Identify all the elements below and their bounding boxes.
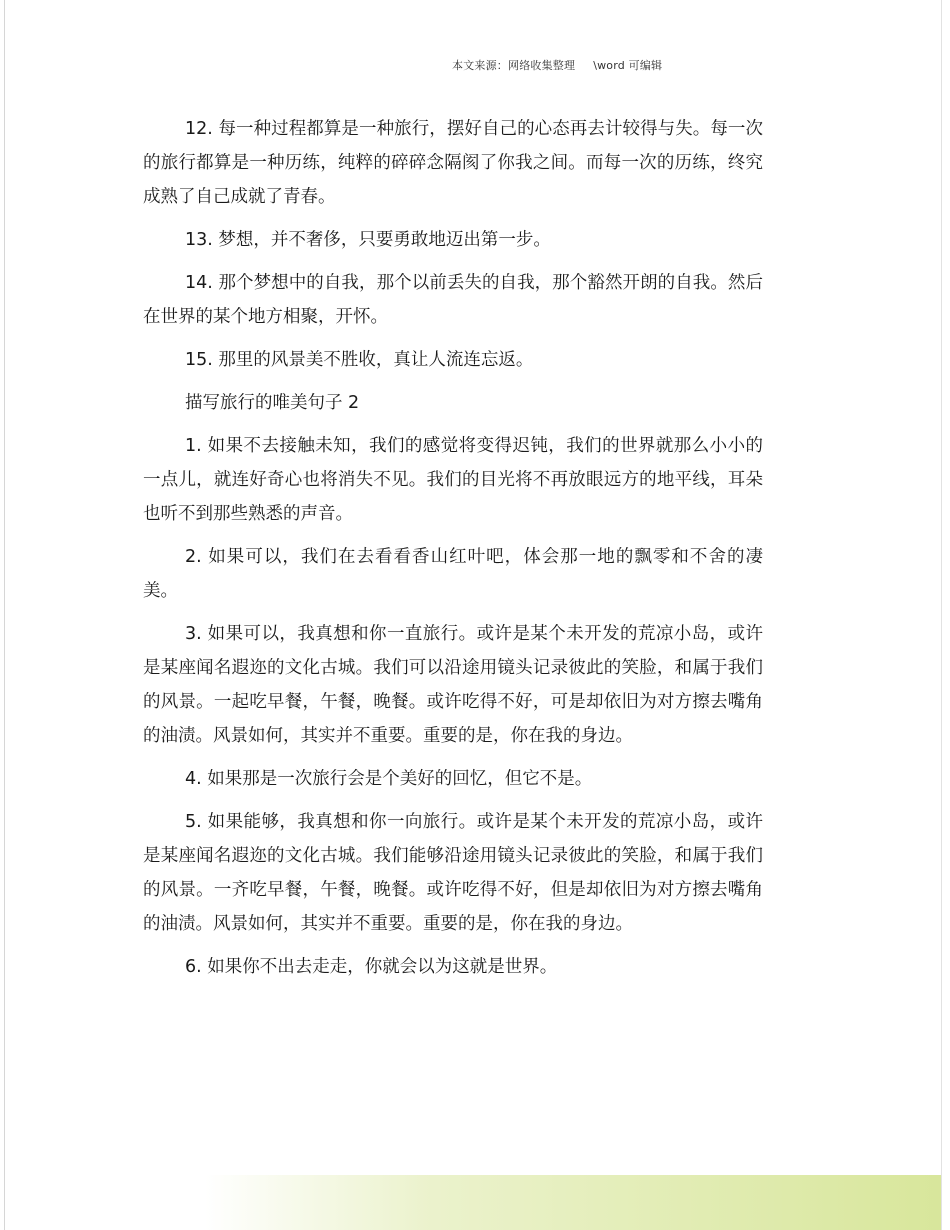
paragraph-item-15: 15. 那里的风景美不胜收，真让人流连忘返。 (185, 350, 534, 370)
header-source: 本文来源：网络收集整理 (452, 59, 576, 72)
paragraph-item-3: 3. 如果可以，我真想和你一直旅行。或许是某个未开发的荒凉小岛，或许是某座闻名遐迩的文化古城。我们可以沿途用镜头记录彼此的笑脸，和属于我们的风景。一起吃早餐，午餐，晚餐。或许吃得不好，可是却依旧为对方擦去嘴角的油渍。风景如何，其实并不重要。重要的是，你在我的身边。 (143, 624, 763, 746)
paragraph-item-12: 12. 每一种过程都算是一种旅行，摆好自己的心态再去计较得与失。每一次的旅行都算是一种历练，纯粹的碎碎念隔阂了你我之间。而每一次的历练，终究成熟了自己成就了青春。 (143, 119, 763, 207)
paragraph-item-5: 5. 如果能够，我真想和你一向旅行。或许是某个未开发的荒凉小岛，或许是某座闻名遐迩的文化古城。我们能够沿途用镜头记录彼此的笑脸，和属于我们的风景。一齐吃早餐，午餐，晚餐。或许吃得不好，但是却依旧为对方擦去嘴角的油渍。风景如何，其实并不重要。重要的是，你在我的身边。 (143, 812, 763, 934)
document-page (4, 0, 942, 1230)
paragraph-item-2: 2. 如果可以，我们在去看看香山红叶吧，体会那一地的飘零和不舍的凄美。 (143, 547, 763, 601)
page-header (452, 57, 662, 73)
header-editable: \word 可编辑 (593, 59, 663, 72)
paragraph-item-14: 14. 那个梦想中的自我，那个以前丢失的自我，那个豁然开朗的自我。然后在世界的某个地方相聚，开怀。 (143, 273, 763, 327)
footer-decoration (205, 1175, 941, 1230)
document-body (143, 112, 763, 993)
paragraph-item-4: 4. 如果那是一次旅行会是个美好的回忆，但它不是。 (185, 769, 593, 789)
paragraph-item-13: 13. 梦想，并不奢侈，只要勇敢地迈出第一步。 (185, 230, 551, 250)
paragraph-item-6: 6. 如果你不出去走走，你就会以为这就是世界。 (185, 957, 558, 977)
paragraph-item-1: 1. 如果不去接触未知，我们的感觉将变得迟钝，我们的世界就那么小小的一点儿，就连好奇心也将消失不见。我们的目光将不再放眼远方的地平线，耳朵也听不到那些熟悉的声音。 (143, 436, 763, 524)
section-heading: 描写旅行的唯美句子 2 (185, 393, 360, 413)
